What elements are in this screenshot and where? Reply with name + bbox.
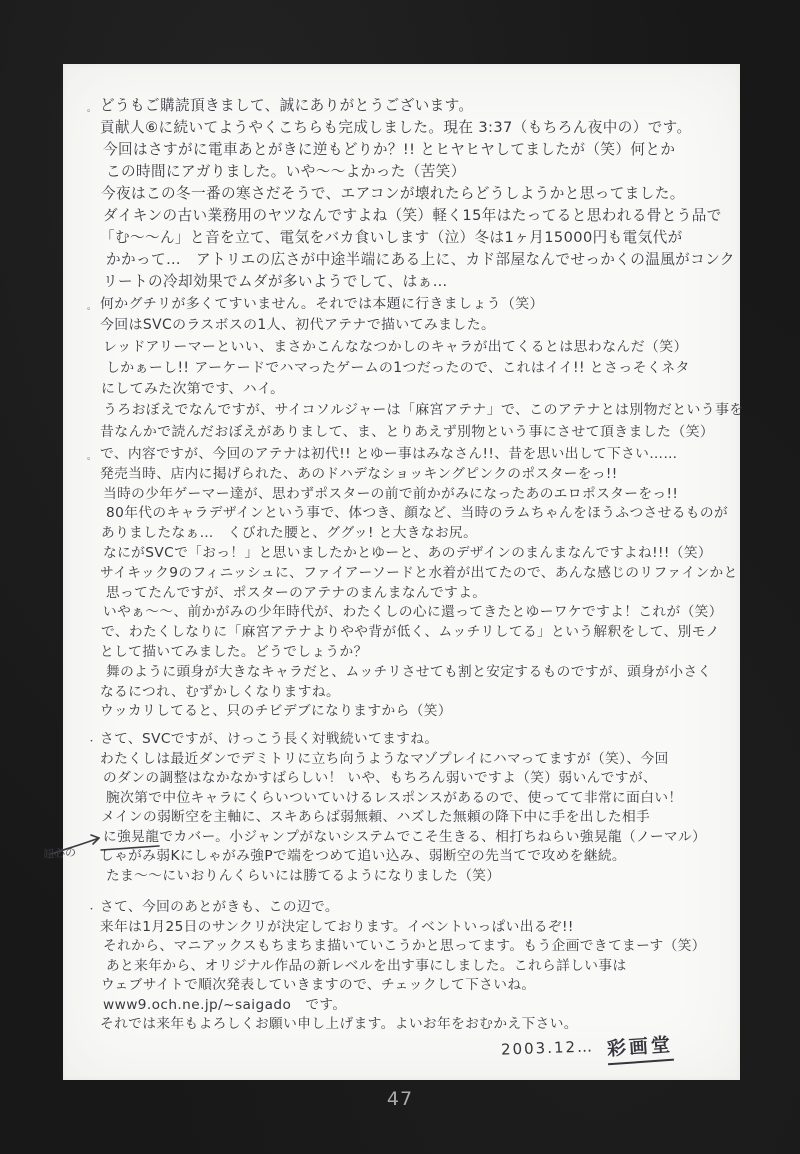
paragraph-closing	[87, 898, 706, 1035]
text-line: うろおぼえでなんですが、サイコソルジャーは「麻宮アテナ」で、このアテナとは別物だという事を	[103, 402, 744, 419]
text-line: なるにつれ、むずかしくなりますね。	[100, 683, 341, 700]
text-line: 今回はさすがに電車あとがきに逆もどりか？!! とヒヤヒヤしてましたが（笑）何とか	[103, 141, 676, 158]
margin-note: 超必の	[42, 845, 77, 862]
signature	[501, 1032, 741, 1063]
bullet-marker: 。	[87, 452, 97, 462]
text-line: レッドアリーマーといい、まさかこんななつかしのキャラが出てくるとは思わなんだ（笑）	[103, 338, 688, 355]
text-line: に強晃龍でカバー。小ジャンプがないシステムでこそ生きる、相打ちねらい強晃龍（ノーマル）	[103, 828, 707, 845]
text-line: 思ってたんですが、ポスターのアテナのまんまなんですよ。	[106, 584, 487, 601]
page-number: 47	[386, 1088, 414, 1110]
text-line: ウェブサイトで順次発表していきますので、チェックして下さいね。	[101, 977, 536, 993]
text-line: メインの弱断空を主軸に、スキあらば弱無頼、ハズした無頼の降下中に手を出した相手	[101, 809, 651, 825]
text-line: 腕次第で中位キャラにくらいついていけるレスポンスがあるので、使ってて非常に面白い！	[106, 789, 683, 806]
text-line: にしてみた次第です、ハイ。	[101, 381, 285, 398]
signature-date: 2003.12…	[500, 1037, 595, 1059]
paragraph-topic-intro	[87, 294, 744, 443]
text-line: で、内容ですが、今回のアテナは初代!! とゆー事はみなさん!!、昔を思い出して下さい……	[100, 446, 678, 462]
text-line: リートの冷却効果でムダが多いようでして、はぁ…	[103, 273, 448, 290]
text-line: 来年は1月25日のサンクリが決定しております。イベントいっぱい出るぞ!!	[100, 918, 574, 935]
text-line: ダイキンの古い業務用のヤツなんですよね（笑）軽く15年はたってると思われる骨とう品で	[103, 207, 722, 224]
text-line: 貢献人⑥に続いてようやくこちらも完成しました。現在 3:37（もちろん夜中の）です。	[100, 119, 692, 136]
text-line: この時間にアガりました。いや〜〜よかった（苦笑）	[106, 163, 466, 180]
afterword-page	[42, 64, 744, 1080]
paragraph-svc-gameplay	[87, 730, 707, 886]
paragraph-content-notes	[87, 445, 738, 722]
text-line: 発売当時、店内に掲げられた、あのドハデなショッキングピンクのポスターをっ!!	[100, 465, 618, 482]
text-line: さて、今回のあとがきも、この辺で。	[100, 899, 339, 915]
margin-arrow-icon	[41, 804, 181, 864]
text-line: ウッカリしてると、只のチビデブになりますから（笑）	[100, 703, 452, 720]
text-line: 舞のように頭身が大きなキャラだと、ムッチリさせても割と安定するものですが、頭身が小さく	[106, 663, 712, 680]
signature-name: 彩画堂	[606, 1030, 674, 1066]
text-line: www9.och.ne.jp/~saigado です。	[103, 996, 347, 1013]
text-line: 何かグチリが多くてすいません。それでは本題に行きましょう（笑）	[100, 296, 544, 312]
text-line: わたくしは最近ダンでデミトリに立ち向うようなマゾプレイにハマってますが（笑）、今回	[100, 750, 669, 767]
text-line: 「む〜〜ん」と音を立て、電気をバカ食いします（泣）冬は1ヶ月15000円も電気代が	[100, 229, 683, 246]
text-line: たま〜〜にいおりんくらいには勝てるようになりました（笑）	[106, 867, 501, 884]
paragraph-greeting	[87, 95, 735, 293]
bullet-marker: 。	[87, 104, 97, 114]
text-line: それでは来年もよろしくお願い申し上げます。よいお年をおむかえ下さい。	[100, 1016, 578, 1032]
text-line: 今夜はこの冬一番の寒さだそうで、エアコンが壊れたらどうしようかと思ってました。	[101, 185, 685, 202]
text-line: どうもご購読頂きまして、誠にありがとうございます。	[100, 97, 474, 114]
text-line: しゃがみ弱Kにしゃがみ強Pで端をつめて追い込み、弱断空の先当てで攻めを継続。	[100, 848, 627, 864]
text-line: なにがSVCで「おっ！」と思いましたかとゆーと、あのデザインのまんまなんですよね!!!（笑）	[103, 544, 713, 561]
text-line: 昔なんかで読んだおぼえがありまして、ま、とりあえず別物という事にさせて頂きました（笑）	[100, 423, 715, 440]
text-line: サイキック9のフィニッシュに、ファイアーソードと水着が出てたので、あんな感じのリファインかと	[100, 564, 738, 581]
text-line: のダンの調整はなかなかすばらしい！ いや、もちろん弱いですよ（笑）弱いんですが、	[103, 770, 658, 786]
text-line: さて、SVCですが、けっこう長く対戦続いてますね。	[100, 731, 439, 747]
text-line: しかぁーし!! アーケードでハマったゲームの1つだったので、これはイイ!! とさっそくネタ	[106, 359, 690, 376]
text-line: 当時の少年ゲーマー達が、思わずポスターの前で前かがみになったあのエロポスターをっ!!	[103, 485, 679, 502]
text-line: あと来年から、オリジナル作品の新レベルを出す事にしました。これら詳しい事は	[106, 957, 627, 974]
text-line: 80年代のキャラデザインという事で、体つき、顔など、当時のラムちゃんをほうふつさせるものが	[106, 505, 729, 522]
text-line: ありましたなぁ… くびれた腰と、ググッ! と大きなお尻。	[101, 525, 478, 542]
text-line: かかって… アトリエの広さが中途半端にある上に、カド部屋なんでせっかくの温風がコンク	[106, 251, 735, 268]
text-line: それから、マニアックスもちまちま描いていこうかと思ってます。もう企画できてまーす（笑）	[103, 938, 706, 954]
bullet-marker: ・	[87, 905, 97, 915]
bullet-marker: 。	[87, 302, 97, 312]
text-line: いやぁ〜〜、前かがみの少年時代が、わたくしの心に還ってきたとゆーワケですよ！これが（笑）	[103, 604, 723, 621]
bullet-marker: ・	[87, 737, 97, 747]
text-line: で、わたくしなりに「麻宮アテナよりやや背が低く、ムッチリしてる」という解釈をして、別モノ	[101, 624, 720, 641]
text-line: として描いてみました。どうでしょうか？	[100, 643, 368, 660]
text-line: 今回はSVCのラスボスの1人、初代アテナで描いてみました。	[100, 317, 496, 334]
